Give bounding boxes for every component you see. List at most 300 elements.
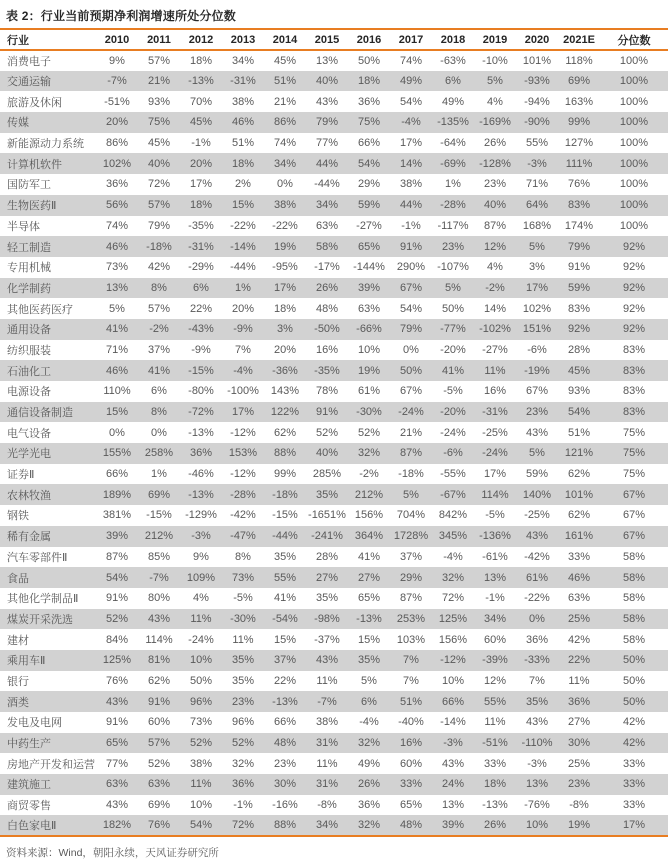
value-cell: 161% [564,530,594,543]
industry-name: 建材 [7,634,29,647]
value-cell: -61% [482,550,508,563]
value-cell: -20% [440,343,466,356]
industry-name: 证券Ⅱ [7,469,35,482]
value-cell: -63% [440,54,466,67]
industry-name: 乘用车Ⅱ [7,655,46,668]
value-cell: 15% [231,199,255,212]
table-row [0,236,668,257]
value-cell: -22% [524,592,550,605]
value-cell: -28% [440,199,466,212]
value-cell: 58% [622,592,646,605]
value-cell: 45% [567,364,591,377]
value-cell: -28% [230,488,256,501]
value-cell: 4% [487,95,503,108]
value-cell: -8% [569,799,589,812]
value-cell: 87% [399,592,423,605]
value-cell: -77% [440,323,466,336]
value-cell: 4% [487,261,503,274]
value-cell: 54% [399,302,423,315]
value-cell: -50% [314,323,340,336]
table-row [0,50,668,71]
value-cell: 52% [231,737,255,750]
value-cell: -13% [482,799,508,812]
value-cell: 33% [622,799,646,812]
value-cell: 96% [231,716,255,729]
value-cell: 11% [484,364,506,377]
value-cell: -19% [524,364,550,377]
value-cell: 10% [441,674,465,687]
value-cell: -5% [233,592,253,605]
value-cell: 35% [315,592,339,605]
value-cell: 10% [357,343,381,356]
value-cell: 57% [147,737,171,750]
value-cell: -110% [521,737,553,750]
value-cell: -4% [233,364,253,377]
value-cell: 18% [273,302,297,315]
value-cell: -7% [149,571,169,584]
column-header-6: 2015 [314,33,340,46]
value-cell: 45% [147,137,171,150]
value-cell: 11% [568,674,590,687]
value-cell: 48% [273,737,297,750]
industry-name: 通用设备 [7,324,51,337]
value-cell: 54% [189,819,213,832]
table-title: 表 2：行业当前预期净利润增速所处分位数 [6,9,237,23]
value-cell: 74% [105,219,129,232]
value-cell: 67% [622,509,646,522]
value-cell: 32% [231,757,255,770]
value-cell: 17% [231,406,255,419]
value-cell: 62% [567,509,591,522]
value-cell: 99% [273,468,297,481]
table-row [0,91,668,112]
column-header-4: 2013 [230,33,256,46]
value-cell: 163% [564,95,594,108]
value-cell: 121% [564,447,594,460]
value-cell: 99% [567,116,591,129]
value-cell: -15% [188,364,214,377]
value-cell: 57% [147,54,171,67]
value-cell: 55% [273,571,297,584]
value-cell: 66% [273,716,297,729]
value-cell: -44% [230,261,256,274]
value-cell: 19% [357,364,381,377]
value-cell: 10% [189,654,213,667]
value-cell: 33% [483,757,507,770]
industry-percentile-table [0,28,668,837]
value-cell: 48% [315,302,339,315]
value-cell: 28% [315,550,339,563]
industry-name: 纺织服装 [7,344,51,357]
value-cell: 8% [235,550,251,563]
industry-name: 商贸零售 [7,800,51,813]
value-cell: 17% [483,468,507,481]
table-row [0,629,668,650]
value-cell: 32% [357,737,381,750]
value-cell: -16% [272,799,298,812]
value-cell: -12% [440,654,466,667]
industry-name: 生物医药Ⅱ [7,200,57,213]
table-row [0,381,668,402]
value-cell: 23% [273,757,297,770]
value-cell: 37% [399,550,423,563]
value-cell: 50% [399,364,423,377]
table-row [0,195,668,216]
value-cell: 17% [189,178,213,191]
value-cell: 38% [231,95,255,108]
value-cell: 100% [619,54,649,67]
value-cell: 102% [102,157,132,170]
value-cell: 0% [529,612,545,625]
value-cell: 78% [315,385,339,398]
value-cell: -5% [485,509,505,522]
value-cell: 51% [273,75,297,88]
value-cell: 52% [105,612,129,625]
value-cell: 0% [109,426,125,439]
value-cell: 10% [525,819,549,832]
value-cell: -95% [272,261,298,274]
value-cell: 34% [315,819,339,832]
header-row [0,29,668,50]
value-cell: 87% [399,447,423,460]
value-cell: 11% [232,633,254,646]
value-cell: -10% [482,54,508,67]
value-cell: 67% [622,530,646,543]
value-cell: 72% [231,819,255,832]
column-header-2: 2011 [147,33,171,46]
value-cell: 100% [619,137,649,150]
value-cell: 12% [483,674,507,687]
value-cell: -6% [443,447,463,460]
value-cell: -40% [398,716,424,729]
industry-name: 轻工制造 [7,241,51,254]
value-cell: 11% [190,778,212,791]
value-cell: 79% [399,323,423,336]
table-row [0,443,668,464]
value-cell: 18% [189,54,213,67]
value-cell: 32% [357,447,381,460]
value-cell: 22% [567,654,591,667]
value-cell: -4% [359,716,379,729]
value-cell: 55% [525,137,549,150]
table-row [0,671,668,692]
value-cell: -31% [482,406,508,419]
value-cell: 5% [487,75,503,88]
value-cell: 20% [189,157,213,170]
value-cell: 35% [273,550,297,563]
value-cell: 0% [151,426,167,439]
value-cell: 34% [315,199,339,212]
value-cell: 83% [622,343,646,356]
industry-name: 半导体 [7,220,40,233]
value-cell: -24% [188,633,214,646]
value-cell: -9% [233,323,253,336]
value-cell: -42% [524,550,550,563]
value-cell: 12% [483,240,507,253]
value-cell: 40% [147,157,171,170]
value-cell: 75% [357,116,381,129]
value-cell: 10% [189,799,213,812]
industry-name: 白色家电Ⅱ [7,820,57,833]
value-cell: 18% [231,157,255,170]
value-cell: 9% [109,54,125,67]
value-cell: 7% [403,654,419,667]
value-cell: -36% [272,364,298,377]
industry-name: 新能源动力系统 [7,138,84,151]
value-cell: 1% [151,468,167,481]
value-cell: -14% [440,716,466,729]
value-cell: 83% [622,364,646,377]
value-cell: -39% [482,654,508,667]
industry-name: 中药生产 [7,738,51,751]
value-cell: -94% [524,95,550,108]
value-cell: 71% [525,178,549,191]
value-cell: 67% [399,281,423,294]
table-row [0,257,668,278]
value-cell: 41% [273,592,297,605]
value-cell: 8% [151,406,167,419]
value-cell: 92% [567,323,591,336]
value-cell: 20% [105,116,129,129]
value-cell: 17% [525,281,549,294]
value-cell: 58% [315,240,339,253]
industry-name: 酒类 [7,696,29,709]
value-cell: 704% [396,509,426,522]
industry-name: 钢铁 [7,510,29,523]
value-cell: 182% [102,819,132,832]
value-cell: 69% [147,799,171,812]
value-cell: 26% [315,281,339,294]
value-cell: 189% [102,488,132,501]
table-row [0,526,668,547]
value-cell: 6% [361,695,377,708]
value-cell: 0% [403,343,419,356]
value-cell: 72% [147,178,171,191]
value-cell: 77% [315,137,339,150]
value-cell: 11% [484,716,506,729]
value-cell: 101% [522,54,552,67]
value-cell: 86% [105,137,129,150]
value-cell: 57% [147,199,171,212]
value-cell: -17% [314,261,340,274]
industry-name: 汽车零部件Ⅱ [7,551,68,564]
value-cell: 43% [315,654,339,667]
value-cell: -22% [230,219,256,232]
value-cell: -98% [314,612,340,625]
value-cell: 100% [619,157,649,170]
value-cell: -135% [437,116,469,129]
table-row [0,774,668,795]
value-cell: 51% [399,695,423,708]
value-cell: -24% [482,447,508,460]
value-cell: 54% [399,95,423,108]
value-cell: 19% [567,819,591,832]
value-cell: 65% [105,737,129,750]
value-cell: 122% [270,406,300,419]
value-cell: 73% [105,261,129,274]
value-cell: 46% [105,364,129,377]
value-cell: 71% [105,343,129,356]
value-cell: 13% [483,571,507,584]
value-cell: 11% [316,757,338,770]
value-cell: 59% [357,199,381,212]
value-cell: 18% [357,75,381,88]
value-cell: 7% [403,674,419,687]
value-cell: 11% [190,612,212,625]
value-cell: 61% [525,571,549,584]
value-cell: 52% [147,757,171,770]
table-body [0,50,668,836]
value-cell: 51% [231,137,255,150]
value-cell: 91% [315,406,339,419]
value-cell: -13% [272,695,298,708]
value-cell: -13% [356,612,382,625]
value-cell: 43% [105,799,129,812]
value-cell: 34% [273,157,297,170]
table-row [0,505,668,526]
value-cell: 67% [525,385,549,398]
value-cell: 88% [273,819,297,832]
value-cell: 43% [441,757,465,770]
value-cell: 253% [396,612,426,625]
value-cell: 46% [231,116,255,129]
source-note: 资料来源：Wind，朝阳永续，天风证券研究所 [6,847,219,860]
table-row [0,340,668,361]
value-cell: -51% [482,737,508,750]
value-cell: 5% [361,674,377,687]
value-cell: -33% [524,654,550,667]
value-cell: 36% [357,95,381,108]
value-cell: 34% [483,612,507,625]
value-cell: 43% [525,426,549,439]
value-cell: 39% [441,819,465,832]
value-cell: 6% [193,281,209,294]
value-cell: 62% [567,468,591,481]
industry-name: 电气设备 [7,427,51,440]
value-cell: 5% [445,281,461,294]
value-cell: 16% [315,343,339,356]
value-cell: 26% [483,819,507,832]
value-cell: 91% [147,695,171,708]
value-cell: 151% [522,323,552,336]
value-cell: -117% [437,219,469,232]
value-cell: 92% [622,302,646,315]
value-cell: 174% [564,219,594,232]
value-cell: 27% [357,571,381,584]
column-header-10: 2019 [482,33,508,46]
value-cell: -12% [230,426,256,439]
value-cell: 100% [619,116,649,129]
value-cell: 21% [399,426,423,439]
value-cell: 40% [315,75,339,88]
value-cell: 45% [273,54,297,67]
value-cell: 79% [567,240,591,253]
value-cell: 1% [235,281,251,294]
value-cell: 91% [399,240,423,253]
value-cell: 100% [619,75,649,88]
value-cell: 140% [522,488,552,501]
industry-name: 传媒 [7,117,29,130]
value-cell: 77% [105,757,129,770]
table-row [0,71,668,92]
value-cell: 92% [622,281,646,294]
value-cell: 69% [567,75,591,88]
value-cell: -169% [479,116,511,129]
value-cell: 67% [622,488,646,501]
value-cell: 75% [622,468,646,481]
value-cell: 27% [315,571,339,584]
value-cell: -69% [440,157,466,170]
value-cell: 42% [567,633,591,646]
value-cell: 5% [109,302,125,315]
value-cell: -144% [353,261,385,274]
value-cell: 50% [441,302,465,315]
value-cell: 7% [529,674,545,687]
value-cell: 155% [102,447,132,460]
table-row [0,567,668,588]
table-row [0,484,668,505]
value-cell: 48% [399,819,423,832]
value-cell: 66% [441,695,465,708]
value-cell: -22% [272,219,298,232]
value-cell: -30% [356,406,382,419]
industry-name: 农林牧渔 [7,489,51,502]
value-cell: 13% [315,54,339,67]
value-cell: 5% [403,488,419,501]
table-header [0,29,668,50]
table-row [0,360,668,381]
value-cell: 60% [399,757,423,770]
value-cell: 35% [525,695,549,708]
value-cell: -12% [230,468,256,481]
value-cell: 25% [567,612,591,625]
value-cell: -3% [527,157,547,170]
value-cell: 6% [445,75,461,88]
value-cell: -90% [524,116,550,129]
industry-name: 建筑施工 [7,779,51,792]
value-cell: 29% [357,178,381,191]
value-cell: 65% [357,240,381,253]
value-cell: 31% [315,778,339,791]
value-cell: 50% [622,674,646,687]
value-cell: -25% [482,426,508,439]
value-cell: 100% [619,178,649,191]
value-cell: 72% [441,592,465,605]
table-row [0,133,668,154]
value-cell: 16% [399,737,423,750]
value-cell: -24% [398,406,424,419]
value-cell: 114% [481,488,509,501]
value-cell: 212% [354,488,384,501]
value-cell: 156% [438,633,468,646]
value-cell: 30% [567,737,591,750]
value-cell: 60% [483,633,507,646]
value-cell: -37% [314,633,340,646]
industry-name: 化学制药 [7,282,51,295]
value-cell: 62% [147,674,171,687]
value-cell: -1% [233,799,253,812]
value-cell: 66% [105,468,129,481]
value-cell: 49% [357,757,381,770]
value-cell: 51% [567,426,591,439]
value-cell: -35% [314,364,340,377]
value-cell: -4% [443,550,463,563]
column-header-9: 2018 [440,33,466,46]
value-cell: 49% [399,75,423,88]
value-cell: 143% [270,385,300,398]
value-cell: -27% [482,343,508,356]
value-cell: 91% [105,592,129,605]
